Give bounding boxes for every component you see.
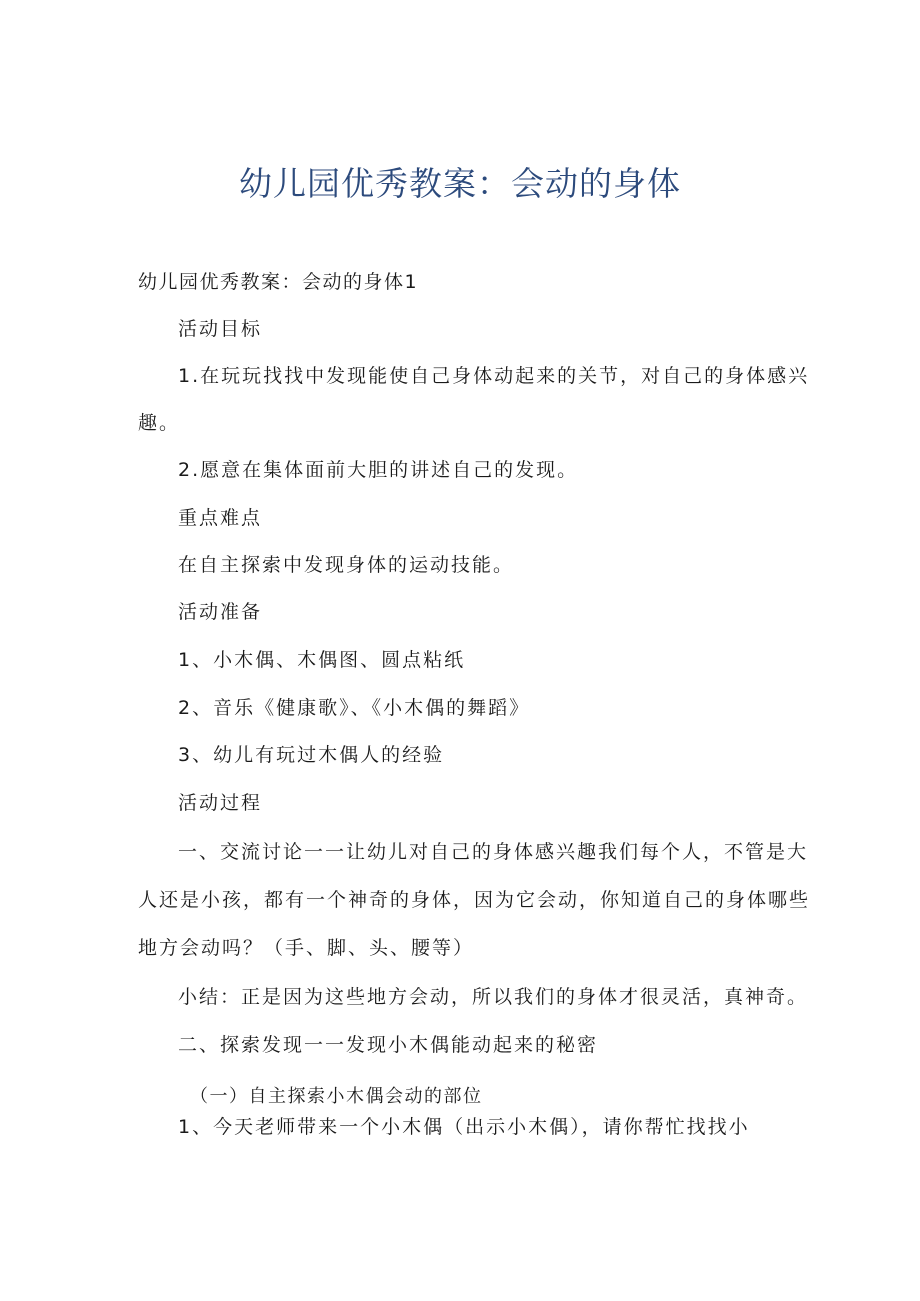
heading-objectives: 活动目标 [178,318,263,340]
paragraph-line: 人还是小孩，都有一个神奇的身体，因为它会动，你知道自己的身体哪些 [138,889,811,911]
subheading: （一）自主探索小木偶会动的部位 [190,1086,483,1107]
section-heading: 幼儿园优秀教案：会动的身体1 [138,271,419,293]
page-title: 幼儿园优秀教案：会动的身体 [239,164,681,203]
paragraph-line: 1.在玩玩找找中发现能使自己身体动起来的关节，对自己的身体感兴 [178,365,810,387]
paragraph-line: 地方会动吗？（手、脚、头、腰等） [138,937,475,959]
list-item: 3、幼儿有玩过木偶人的经验 [178,744,445,766]
heading-process: 活动过程 [178,792,263,814]
paragraph-line: 二、探索发现一一发现小木偶能动起来的秘密 [178,1034,599,1056]
paragraph-line: 1、今天老师带来一个小木偶（出示小木偶），请你帮忙找找小 [178,1116,750,1138]
list-item: 1、小木偶、木偶图、圆点粘纸 [178,649,466,671]
list-item: 2、音乐《健康歌》、《小木偶的舞蹈》 [178,697,531,719]
paragraph-line: 一、交流讨论一一让幼儿对自己的身体感兴趣我们每个人，不管是大 [178,841,809,863]
paragraph-line: 在自主探索中发现身体的运动技能。 [178,554,515,576]
paragraph-line: 小结：正是因为这些地方会动，所以我们的身体才很灵活，真神奇。 [178,986,809,1008]
heading-preparation: 活动准备 [178,601,263,623]
heading-key-points: 重点难点 [178,507,263,529]
paragraph-line: 趣。 [138,412,181,434]
paragraph-line: 2.愿意在集体面前大胆的讲述自己的发现。 [178,459,579,481]
